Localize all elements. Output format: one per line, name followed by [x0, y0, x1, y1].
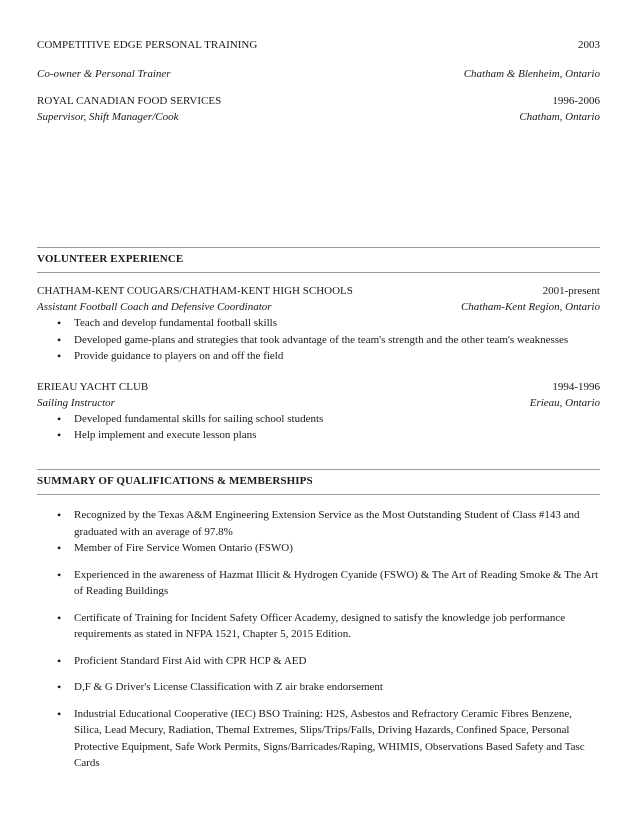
- list-item: • Teach and develop fundamental football skills: [37, 315, 600, 332]
- list-item: • Certificate of Training for Incident Safety Officer Academy, designed to satisfy the knowledge job performance requirements as stated in NFPA 1521, Chapter 5, 2015 Edition.: [37, 610, 600, 643]
- list-item: • Provide guidance to players on and off the field: [37, 348, 600, 365]
- list-item: • Experienced in the awareness of Hazmat Illicit & Hydrogen Cyanide (FSWO) & The Art of Reading Smoke & The Art of Reading Buildings: [37, 567, 600, 600]
- list-item: • Proficient Standard First Aid with CPR HCP & AED: [37, 653, 600, 670]
- list-item: • Member of Fire Service Women Ontario (FSWO): [37, 540, 600, 557]
- volunteer-header: [37, 283, 600, 299]
- date-range: 1994-1996: [552, 380, 600, 393]
- employment-entry: [37, 37, 600, 82]
- volunteer-header: [37, 379, 600, 395]
- employment-entry: [37, 93, 600, 125]
- list-item: • D,F & G Driver's License Classification with Z air brake endorsement: [37, 679, 600, 696]
- bullet-list: [37, 411, 600, 444]
- section-heading: SUMMARY OF QUALIFICATIONS & MEMBERSHIPS: [37, 469, 600, 495]
- qualifications-list: [37, 507, 600, 772]
- location: Erieau, Ontario: [529, 396, 600, 409]
- volunteer-entry: [37, 283, 600, 365]
- date-range: 1996-2006: [552, 95, 600, 107]
- location: Chatham-Kent Region, Ontario: [460, 301, 600, 313]
- role-line: [37, 395, 600, 411]
- list-item: • Help implement and execute lesson plans: [37, 427, 600, 444]
- role-line: [37, 66, 600, 82]
- section-heading: VOLUNTEER EXPERIENCE: [37, 247, 600, 273]
- role: Co-owner & Personal Trainer: [37, 68, 171, 80]
- organization: ERIEAU YACHT CLUB: [37, 380, 149, 393]
- role-line: [37, 299, 600, 315]
- role: Assistant Football Coach and Defensive Coordinator: [37, 301, 272, 313]
- list-item: • Recognized by the Texas A&M Engineering Extension Service as the Most Outstanding Student of Class #143 and graduated with an average of 97.8%: [37, 507, 600, 540]
- location: Chatham, Ontario: [519, 111, 600, 123]
- employment-header: [37, 37, 600, 53]
- role: Supervisor, Shift Manager/Cook: [37, 111, 179, 123]
- organization: ROYAL CANADIAN FOOD SERVICES: [37, 95, 222, 107]
- summary-section: [37, 469, 600, 772]
- organization: CHATHAM-KENT COUGARS/CHATHAM-KENT HIGH SCHOOLS: [37, 285, 353, 297]
- organization: COMPETITIVE EDGE PERSONAL TRAINING: [37, 39, 258, 51]
- list-item: • Developed game-plans and strategies that took advantage of the team's strength and the other team's weaknesses: [37, 332, 600, 349]
- date-range: 2003: [578, 39, 600, 51]
- list-item: • Developed fundamental skills for sailing school students: [37, 411, 600, 428]
- role-line: [37, 109, 600, 125]
- date-range: 2001-present: [542, 285, 600, 297]
- location: Chatham & Blenheim, Ontario: [463, 68, 600, 80]
- bullet-list: [37, 315, 600, 365]
- volunteer-section: [37, 247, 600, 444]
- list-item: • Industrial Educational Cooperative (IEC) BSO Training: H2S, Asbestos and Refractory Ceramic Fibres Benzene, Silica, Lead Mecury, Radiation, Themal Extremes, Slips/Trips/Falls, Driving Hazards, Confined Space, Personal Protective Equipment, Safe Work Permits, Signs/Barricades/Raping, WHIMIS, Observations Based Safety and Tasc Cards: [37, 706, 600, 772]
- role: Sailing Instructor: [37, 396, 115, 409]
- volunteer-entry: [37, 379, 600, 444]
- employment-header: [37, 93, 600, 109]
